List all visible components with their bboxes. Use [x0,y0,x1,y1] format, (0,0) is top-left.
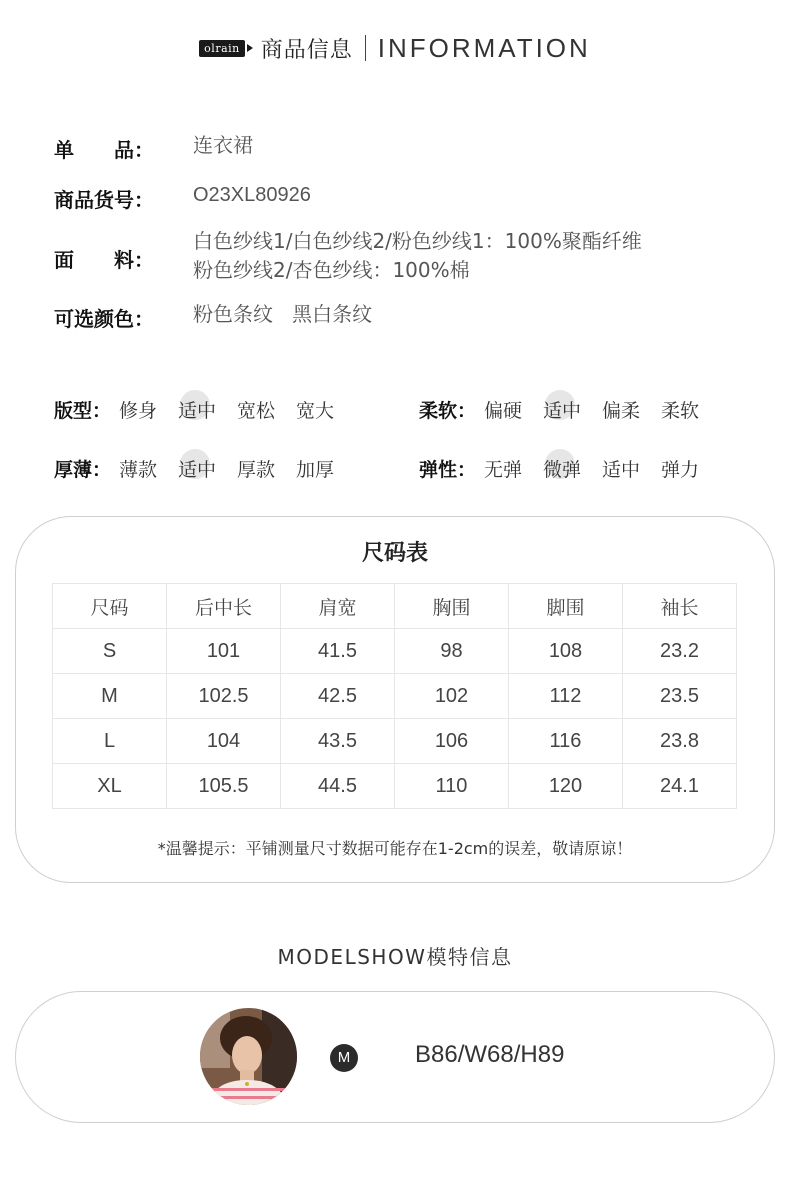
attr-option-selected: 适中 [543,396,602,423]
table-cell: 102 [395,674,509,719]
attr-option-selected: 适中 [178,396,237,423]
colors-value: 粉色条纹 黑白条纹 [193,302,373,326]
material-value [193,227,642,285]
attr-softness [419,396,720,423]
table-row [53,629,737,674]
attr-option-selected: 微弹 [543,455,602,482]
header-title-en: INFORMATION [377,32,591,63]
attr-option: 薄款 [119,459,158,481]
table-cell: 23.5 [623,674,737,719]
sku-label: 商品货号： [54,188,154,212]
table-cell: 120 [509,764,623,809]
model-avatar [200,1008,297,1105]
page-header [0,30,790,66]
table-cell: 98 [395,629,509,674]
attr-fit [54,396,355,423]
attr-option: 加厚 [296,459,335,481]
attr-option: 无弹 [484,459,523,481]
sku-value: O23XL80926 [193,184,311,206]
attr-option: 偏柔 [602,400,641,422]
table-cell: 101 [167,629,281,674]
header-title-cn: 商品信息 [260,37,353,63]
play-triangle-icon [247,44,253,52]
model-photo-icon [200,1008,297,1105]
attr-label: 弹性： [419,459,477,481]
item-value: 连衣裙 [193,133,253,157]
model-measurements: B86/W68/H89 [415,1041,565,1068]
attr-elasticity [419,455,720,482]
table-cell: 116 [509,719,623,764]
table-cell: 43.5 [281,719,395,764]
attr-option: 宽松 [237,400,276,422]
table-cell: M [53,674,167,719]
table-cell: 24.1 [623,764,737,809]
table-cell: L [53,719,167,764]
material-label: 面 料： [54,248,154,272]
model-section-title: MODELSHOW模特信息 [277,945,513,969]
table-header-cell: 胸围 [395,584,509,629]
attr-option: 适中 [602,459,641,481]
attr-label: 版型： [54,400,112,422]
table-header-cell: 脚围 [509,584,623,629]
attr-option: 修身 [119,400,158,422]
measurement-tip: *温馨提示：平铺测量尺寸数据可能存在1-2cm的误差，敬请原谅！ [157,839,633,858]
brand-logo: olrain [199,40,245,57]
table-row [53,764,737,809]
attr-option: 柔软 [661,400,700,422]
attr-label: 厚薄： [54,459,112,481]
material-line-2: 粉色纱线2/杏色纱线：100%棉 [193,258,470,282]
size-chart-title: 尺码表 [361,541,428,566]
table-cell: 41.5 [281,629,395,674]
model-size-badge: M [330,1044,358,1072]
table-header-cell: 肩宽 [281,584,395,629]
table-cell: 105.5 [167,764,281,809]
table-cell: 112 [509,674,623,719]
table-cell: 106 [395,719,509,764]
table-cell: 23.8 [623,719,737,764]
attr-thickness [54,455,355,482]
model-card [15,991,775,1123]
table-cell: 110 [395,764,509,809]
attr-option: 弹力 [661,459,700,481]
material-line-1: 白色纱线1/白色纱线2/粉色纱线1：100%聚酯纤维 [193,229,642,253]
attr-option: 偏硬 [484,400,523,422]
table-cell: 23.2 [623,629,737,674]
table-header-cell: 袖长 [623,584,737,629]
table-cell: 104 [167,719,281,764]
attr-option-selected: 适中 [178,455,237,482]
item-label: 单 品： [54,138,154,162]
attr-label: 柔软： [419,400,477,422]
header-divider [365,35,366,61]
table-cell: 102.5 [167,674,281,719]
table-header-cell: 后中长 [167,584,281,629]
table-row [53,674,737,719]
attr-option: 宽大 [296,400,335,422]
size-chart-table [52,583,737,809]
table-cell: XL [53,764,167,809]
colors-label: 可选颜色： [54,307,154,331]
table-header-cell: 尺码 [53,584,167,629]
table-cell: 108 [509,629,623,674]
table-row [53,719,737,764]
table-cell: 44.5 [281,764,395,809]
attr-option: 厚款 [237,459,276,481]
table-cell: S [53,629,167,674]
table-header-row [53,584,737,629]
table-cell: 42.5 [281,674,395,719]
